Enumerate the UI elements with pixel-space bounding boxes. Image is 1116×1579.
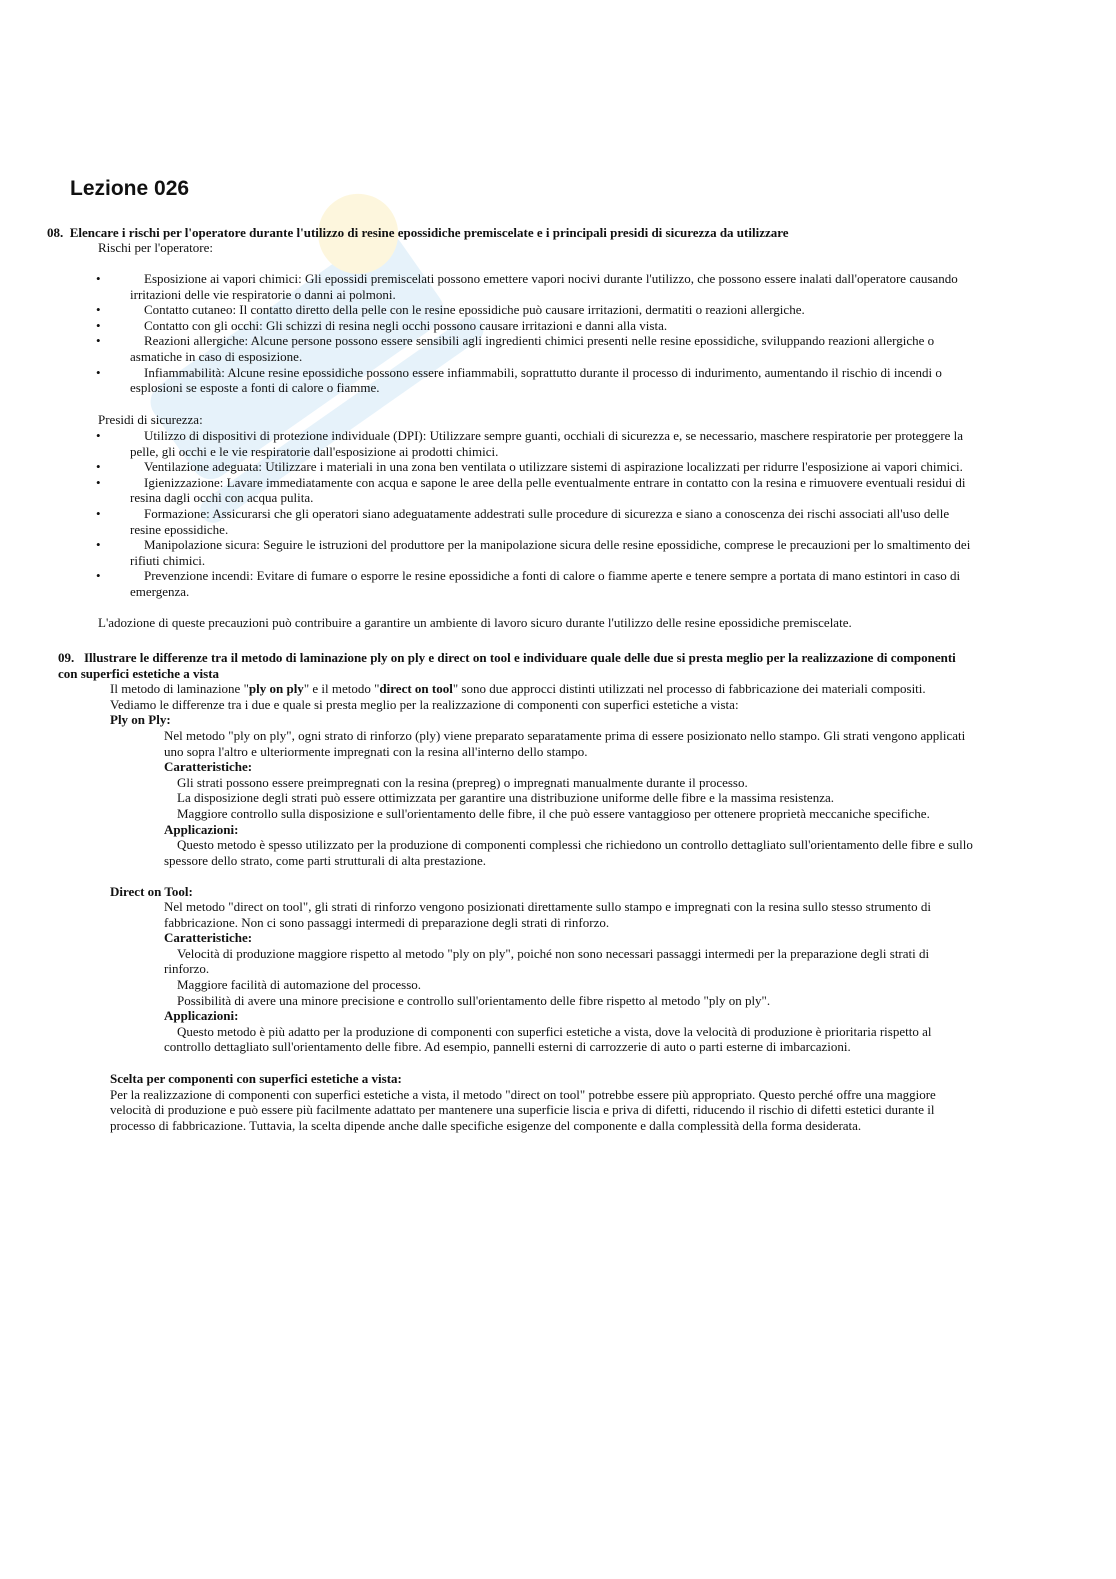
safety-item-line: resina dagli occhi con acqua pulita.: [130, 490, 314, 506]
ply-feature-item: La disposizione degli strati può essere ottimizzata per garantire una distribuzione uniforme delle fibre e la massima resistenza.: [177, 790, 834, 806]
question-09-number: 09.: [58, 650, 75, 665]
bullet-icon: •: [96, 428, 101, 443]
risks-item: [96, 365, 1056, 396]
bullet-icon: •: [96, 317, 101, 333]
safety-item: [96, 568, 1056, 599]
dot-desc-line: fabbricazione. Non ci sono passaggi intermedi di preparazione degli strati di rinforzo.: [164, 914, 610, 930]
safety-heading: Presidi di sicurezza:: [98, 412, 203, 427]
risks-item-line: Infiammabilità: Alcune resine epossidiche possono essere infiammabili, soprattutto durante il processo di indurimento, aumentando il rischio di incendi o: [144, 364, 942, 380]
risks-item-line: Contatto con gli occhi: Gli schizzi di resina negli occhi possono causare irritazioni e danni alla vista.: [144, 317, 668, 333]
bullet-icon: •: [96, 459, 101, 475]
dot-apps-line: controllo dettagliato sull'orientamento delle fibre. Ad esempio, pannelli esterni di carrozzerie di auto o parti esterne di imbarcazioni.: [164, 1039, 851, 1055]
risks-item: [96, 318, 1056, 334]
safety-item-line: rifiuti chimici.: [130, 552, 206, 568]
safety-item-line: Utilizzo di dispositivi di protezione individuale (DPI): Utilizzare sempre guanti, occhiali di sicurezza e, se necessario, maschere respiratorie per proteggere la: [144, 428, 964, 443]
q09-intro-part: " e il metodo ": [303, 681, 380, 696]
bullet-icon: •: [96, 568, 101, 584]
bullet-icon: •: [96, 364, 101, 380]
safety-item-line: Ventilazione adeguata: Utilizzare i materiali in una zona ben ventilata o utilizzare sistemi di aspirazione localizzati per ridurre l'esposizione ai vapori chimici.: [144, 459, 963, 475]
risks-item-line: Contatto cutaneo: Il contatto diretto della pelle con le resine epossidiche può causare irritazioni, dermatiti o reazioni allergiche.: [144, 302, 805, 318]
dot-feature-item: rinforzo.: [164, 961, 210, 977]
choice-line: velocità di produzione e può essere più facilmente adattato per mantenere una superficie liscia e priva di difetti, riducendo il rischio di difetti estetici durante il: [110, 1102, 935, 1118]
bullet-icon: •: [96, 537, 101, 553]
question-09-text-line1: Illustrare le differenze tra il metodo di laminazione ply on ply e direct on tool e individuare quale delle due si presta meglio per la realizzazione di componenti: [84, 650, 956, 665]
direct-on-tool-heading: Direct on Tool:: [110, 884, 193, 899]
risks-item-line: Esposizione ai vapori chimici: Gli epossidi premiscelati possono emettere vapori nocivi durante l'utilizzo, che possono essere inalati dall'operatore causando: [144, 271, 958, 286]
question-08-number: 08.: [47, 225, 64, 240]
bullet-icon: •: [96, 302, 101, 318]
question-08-text: Elencare i rischi per l'operatore durante l'utilizzo di resine epossidiche premiscelate e i principali presidi di sicurezza da utilizzare: [69, 225, 789, 240]
safety-item: [96, 475, 1056, 506]
ply-feature-item: Gli strati possono essere preimpregnati con la resina (prepreg) o impregnati manualmente durante il processo.: [177, 774, 748, 790]
q09-intro: [110, 681, 1070, 712]
ply-desc-line: uno sopra l'altro e ulteriormente impregnati con la resina all'interno dello stampo.: [164, 743, 588, 759]
ply-apps-line: Questo metodo è spesso utilizzato per la produzione di componenti complessi che richiedono un controllo dettagliato sull'orientamento delle fibre e sullo: [177, 837, 973, 853]
q09-intro-dot-term: direct on tool: [379, 681, 453, 696]
question-08-title: [47, 225, 1077, 241]
risks-item-line: Reazioni allergiche: Alcune persone possono essere sensibili agli ingredienti chimici presenti nelle resine epossidiche, sviluppando reazioni allergiche o: [144, 333, 935, 349]
risks-item-line: esplosioni se esposte a fonti di calore o fiamme.: [130, 380, 380, 396]
risks-item-line: irritazioni delle vie respiratorie o danni ai polmoni.: [130, 286, 396, 302]
safety-item-line: pelle, gli occhi e le vie respiratorie dall'esposizione ai prodotti chimici.: [130, 443, 499, 459]
safety-item-line: resine epossidiche.: [130, 521, 229, 537]
risks-item: [96, 271, 1056, 302]
safety-item-line: Formazione: Assicurarsi che gli operatori siano adeguatamente addestrati sulle procedure di sicurezza e siano a conoscenza dei rischi associati all'uso delle: [144, 505, 950, 521]
bullet-icon: •: [96, 505, 101, 521]
risks-item: [96, 333, 1056, 364]
ply-features-heading: Caratteristiche:: [164, 759, 253, 775]
dot-desc-line: Nel metodo "direct on tool", gli strati di rinforzo vengono posizionati direttamente sullo stampo e impregnati con la resina sullo stesso strumento di: [164, 899, 931, 914]
risks-heading: Rischi per l'operatore:: [98, 240, 213, 255]
direct-on-tool-description: [164, 899, 1064, 1055]
bullet-icon: •: [96, 333, 101, 349]
safety-item-line: Igienizzazione: Lavare immediatamente con acqua e sapone le aree della pelle eventualmente entrare in contatto con la resina e rimuovere eventuali residui di: [144, 474, 966, 490]
q09-intro-ply-term: ply on ply: [248, 681, 304, 696]
choice-line: processo di fabbricazione. Tuttavia, la scelta dipende anche dalle specifiche esigenze del componente e dalla complessità della forma desiderata.: [110, 1117, 862, 1133]
question-09-title: [58, 650, 1058, 681]
dot-feature-item: Possibilità di avere una minore precisione e controllo sull'orientamento delle fibre rispetto al metodo "ply on ply".: [177, 992, 771, 1008]
dot-apps-heading: Applicazioni:: [164, 1008, 239, 1024]
safety-item: [96, 428, 1056, 459]
lesson-title: Lezione 026: [70, 177, 190, 200]
ply-feature-item: Maggiore controllo sulla disposizione e sull'orientamento delle fibre, il che può essere vantaggioso per ottenere proprietà meccaniche specifiche.: [177, 805, 930, 821]
ply-apps-heading: Applicazioni:: [164, 821, 239, 837]
ply-desc-line: Nel metodo "ply on ply", ogni strato di rinforzo (ply) viene preparato separatamente prima di essere posizionato nello stampo. Gli strati vengono applicati: [164, 728, 966, 743]
choice-section: [110, 1071, 1070, 1133]
risks-item-line: asmatiche in caso di esposizione.: [130, 348, 303, 364]
safety-item-line: emergenza.: [130, 583, 190, 599]
choice-line: Per la realizzazione di componenti con superfici estetiche a vista, il metodo "direct on tool" potrebbe essere più appropriato. Questo perché offre una maggiore: [110, 1086, 936, 1102]
dot-features-heading: Caratteristiche:: [164, 930, 253, 946]
choice-heading: Scelta per componenti con superfici estetiche a vista:: [110, 1071, 402, 1086]
ply-apps-line: spessore dello strato, come parti strutturali di alta prestazione.: [164, 852, 487, 868]
dot-feature-item: Velocità di produzione maggiore rispetto al metodo "ply on ply", poiché non sono necessari passaggi intermedi per la preparazione degli strati di: [177, 945, 930, 961]
q09-intro-line1: [110, 681, 1070, 697]
ply-on-ply-heading: Ply on Ply:: [110, 712, 171, 727]
safety-item: [96, 537, 1056, 568]
question-09-text-line2: con superfici estetiche a vista: [58, 665, 220, 681]
safety-item-line: Prevenzione incendi: Evitare di fumare o esporre le resine epossidiche a fonti di calore o fiamme aperte e tenere sempre a portata di mano estintori in caso di: [144, 568, 961, 584]
bullet-icon: •: [96, 474, 101, 490]
safety-item: [96, 506, 1056, 537]
risks-list: [96, 271, 1056, 396]
risks-item: [96, 302, 1056, 318]
safety-item-line: Manipolazione sicura: Seguire le istruzioni del produttore per la manipolazione sicura delle resine epossidiche, comprese le precauzioni per lo smaltimento dei: [144, 537, 971, 553]
q09-intro-part: Il metodo di laminazione ": [110, 681, 249, 696]
ply-on-ply-description: [164, 728, 1064, 868]
q09-intro-line2: Vediamo le differenze tra i due e quale si presta meglio per la realizzazione di componenti con superfici estetiche a vista:: [110, 696, 739, 712]
dot-apps-line: Questo metodo è più adatto per la produzione di componenti con superfici estetiche a vista, dove la velocità di produzione è prioritaria rispetto al: [177, 1023, 932, 1039]
dot-feature-item: Maggiore facilità di automazione del processo.: [177, 976, 422, 992]
bullet-icon: •: [96, 271, 101, 286]
safety-item: [96, 459, 1056, 475]
q08-conclusion: L'adozione di queste precauzioni può contribuire a garantire un ambiente di lavoro sicuro durante l'utilizzo delle resine epossidiche premiscelate.: [98, 615, 852, 630]
safety-list: [96, 428, 1056, 600]
q09-intro-part: " sono due approcci distinti utilizzati nel processo di fabbricazione dei materiali compositi.: [452, 681, 926, 696]
